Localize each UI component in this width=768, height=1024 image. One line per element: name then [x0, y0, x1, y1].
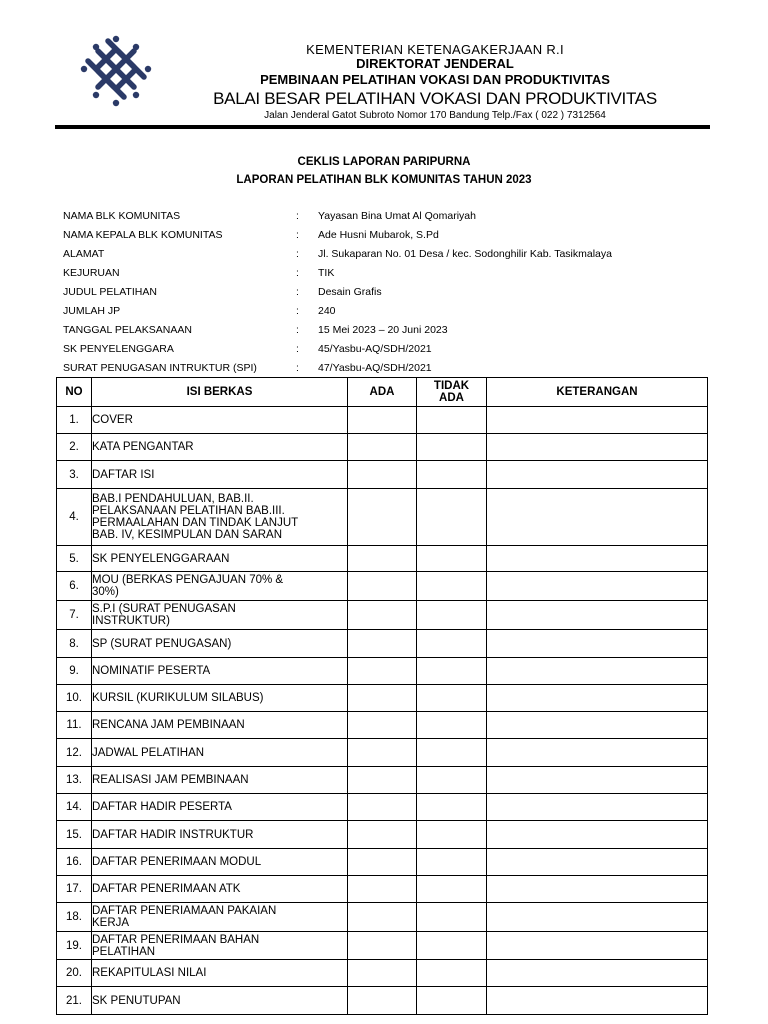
- row-document-line: DAFTAR ISI: [92, 468, 155, 481]
- tidak-ada-cell[interactable]: [417, 546, 487, 572]
- ada-cell[interactable]: [348, 601, 417, 630]
- keterangan-cell[interactable]: [487, 821, 708, 849]
- row-document: [92, 546, 348, 572]
- row-document: [92, 601, 348, 630]
- row-document-line: REKAPITULASI NILAI: [92, 967, 207, 979]
- row-document-line: REALISASI JAM PEMBINAAN: [92, 774, 249, 786]
- logo-dot: [81, 66, 87, 72]
- info-value: 45/Yasbu-AQ/SDH/2021: [318, 342, 432, 355]
- header-tidak-ada: [417, 378, 487, 407]
- info-colon: :: [296, 342, 299, 355]
- keterangan-cell[interactable]: [487, 712, 708, 739]
- row-number: 6.: [57, 572, 92, 601]
- info-colon: :: [296, 209, 299, 222]
- row-document: [92, 489, 348, 546]
- table-row: [57, 794, 708, 821]
- keterangan-cell[interactable]: [487, 932, 708, 960]
- row-number: 13.: [57, 767, 92, 794]
- row-document-line: INSTRUKTUR): [92, 615, 170, 627]
- info-value: Jl. Sukaparan No. 01 Desa / kec. Sodonghilir Kab. Tasikmalaya: [318, 247, 612, 260]
- keterangan-cell[interactable]: [487, 601, 708, 630]
- tidak-ada-cell[interactable]: [417, 903, 487, 932]
- keterangan-cell[interactable]: [487, 546, 708, 572]
- info-row: [63, 358, 723, 377]
- ada-cell[interactable]: [348, 461, 417, 489]
- keterangan-cell[interactable]: [487, 407, 708, 434]
- keterangan-cell[interactable]: [487, 658, 708, 685]
- row-document: [92, 572, 348, 601]
- tidak-ada-cell[interactable]: [417, 572, 487, 601]
- info-row: [63, 301, 723, 320]
- header-tidak-ada-line2: ADA: [439, 392, 464, 404]
- row-document-line: SP (SURAT PENUGASAN): [92, 637, 232, 650]
- tidak-ada-cell[interactable]: [417, 434, 487, 461]
- keterangan-cell[interactable]: [487, 960, 708, 987]
- info-colon: :: [296, 323, 299, 336]
- keterangan-cell[interactable]: [487, 572, 708, 601]
- row-document-line: NOMINATIF PESERTA: [92, 665, 211, 677]
- row-document-line: PERMAALAHAN DAN TINDAK LANJUT: [92, 517, 299, 529]
- row-document: [92, 794, 348, 821]
- row-number: 5.: [57, 546, 92, 572]
- info-row: [63, 339, 723, 358]
- ada-cell[interactable]: [348, 685, 417, 712]
- row-document: [92, 630, 348, 658]
- info-row: [63, 263, 723, 282]
- row-number: 3.: [57, 461, 92, 489]
- row-number: 16.: [57, 849, 92, 876]
- info-colon: :: [296, 228, 299, 241]
- table-row: [57, 739, 708, 767]
- document-title: CEKLIS LAPORAN PARIPURNA: [297, 156, 471, 168]
- row-document-line: PELAKSANAAN PELATIHAN BAB.III.: [92, 505, 285, 517]
- row-number: 17.: [57, 876, 92, 903]
- ada-cell[interactable]: [348, 932, 417, 960]
- row-document-line: KATA PENGANTAR: [92, 441, 194, 453]
- logo-dot: [113, 100, 119, 106]
- row-number: 11.: [57, 712, 92, 739]
- table-row: [57, 849, 708, 876]
- row-number: 9.: [57, 658, 92, 685]
- header-no: NO: [57, 378, 92, 407]
- table-row: [57, 932, 708, 960]
- ada-cell[interactable]: [348, 407, 417, 434]
- table-row: [57, 903, 708, 932]
- logo-dot: [93, 44, 99, 50]
- tidak-ada-cell[interactable]: [417, 685, 487, 712]
- logo-dot: [133, 44, 139, 50]
- row-document-line: S.P.I (SURAT PENUGASAN: [92, 603, 236, 615]
- info-colon: :: [296, 266, 299, 279]
- info-value: Ade Husni Mubarok, S.Pd: [318, 228, 439, 241]
- row-document: [92, 407, 348, 434]
- table-row: [57, 461, 708, 489]
- row-number: 8.: [57, 630, 92, 658]
- row-number: 2.: [57, 434, 92, 461]
- tidak-ada-cell[interactable]: [417, 960, 487, 987]
- logo-dot: [133, 92, 139, 98]
- row-number: 1.: [57, 407, 92, 434]
- logo-dot: [113, 36, 119, 42]
- table-row: [57, 767, 708, 794]
- info-label: NAMA KEPALA BLK KOMUNITAS: [63, 228, 223, 241]
- row-document-line: SK PENYELENGGARAAN: [92, 552, 230, 565]
- keterangan-cell[interactable]: [487, 849, 708, 876]
- row-number: 4.: [57, 489, 92, 546]
- ada-cell[interactable]: [348, 960, 417, 987]
- ada-cell[interactable]: [348, 630, 417, 658]
- institution-address: Jalan Jenderal Gatot Subroto Nomor 170 Bandung Telp./Fax ( 022 ) 7312564: [264, 110, 606, 121]
- row-number: 14.: [57, 794, 92, 821]
- info-value: 47/Yasbu-AQ/SDH/2021: [318, 361, 432, 374]
- info-row: [63, 320, 723, 339]
- info-value: Desain Grafis: [318, 285, 382, 298]
- table-row: [57, 960, 708, 987]
- tidak-ada-cell[interactable]: [417, 876, 487, 903]
- ada-cell[interactable]: [348, 767, 417, 794]
- tidak-ada-cell[interactable]: [417, 658, 487, 685]
- info-row: [63, 244, 723, 263]
- row-document-line: BAB.I PENDAHULUAN, BAB.II.: [92, 493, 254, 505]
- ada-cell[interactable]: [348, 712, 417, 739]
- ada-cell[interactable]: [348, 821, 417, 849]
- info-colon: :: [296, 361, 299, 374]
- tidak-ada-cell[interactable]: [417, 794, 487, 821]
- row-document: [92, 932, 348, 960]
- row-document-line: MOU (BERKAS PENGAJUAN 70% &: [92, 574, 284, 586]
- row-number: 15.: [57, 821, 92, 849]
- tidak-ada-cell[interactable]: [417, 987, 487, 1015]
- tidak-ada-cell[interactable]: [417, 601, 487, 630]
- row-document: [92, 658, 348, 685]
- ada-cell[interactable]: [348, 434, 417, 461]
- ada-cell[interactable]: [348, 794, 417, 821]
- info-value: 240: [318, 304, 336, 317]
- keterangan-cell[interactable]: [487, 685, 708, 712]
- table-row: [57, 546, 708, 572]
- row-document-line: DAFTAR PENERIMAAN MODUL: [92, 856, 262, 868]
- row-document-line: JADWAL PELATIHAN: [92, 746, 205, 759]
- ada-cell[interactable]: [348, 849, 417, 876]
- directorate-name: DIREKTORAT JENDERAL: [356, 56, 514, 71]
- tidak-ada-cell[interactable]: [417, 630, 487, 658]
- row-document: [92, 461, 348, 489]
- keterangan-cell[interactable]: [487, 794, 708, 821]
- table-row: [57, 685, 708, 712]
- row-document-line: DAFTAR HADIR INSTRUKTUR: [92, 828, 254, 841]
- row-document-line: COVER: [92, 414, 133, 426]
- keterangan-cell[interactable]: [487, 434, 708, 461]
- table-row: [57, 712, 708, 739]
- logo-dot: [145, 66, 151, 72]
- info-label: KEJURUAN: [63, 266, 120, 279]
- tidak-ada-cell[interactable]: [417, 932, 487, 960]
- ada-cell[interactable]: [348, 876, 417, 903]
- row-document-line: PELATIHAN: [92, 945, 156, 958]
- info-row: [63, 206, 723, 225]
- row-document: [92, 712, 348, 739]
- row-number: 20.: [57, 960, 92, 987]
- row-number: 12.: [57, 739, 92, 767]
- row-number: 21.: [57, 987, 92, 1015]
- info-colon: :: [296, 285, 299, 298]
- keterangan-cell[interactable]: [487, 987, 708, 1015]
- keterangan-cell[interactable]: [487, 739, 708, 767]
- row-document-line: KERJA: [92, 917, 130, 929]
- tidak-ada-cell[interactable]: [417, 712, 487, 739]
- row-document: [92, 739, 348, 767]
- checklist-body: [57, 407, 708, 1015]
- ada-cell[interactable]: [348, 489, 417, 546]
- letterhead-divider: [55, 125, 710, 129]
- info-label: JUDUL PELATIHAN: [63, 285, 157, 298]
- table-row: [57, 987, 708, 1015]
- row-document: [92, 903, 348, 932]
- tidak-ada-cell[interactable]: [417, 739, 487, 767]
- row-number: 10.: [57, 685, 92, 712]
- info-value: TIK: [318, 266, 335, 279]
- header-ada: ADA: [348, 378, 417, 407]
- ada-cell[interactable]: [348, 572, 417, 601]
- info-row: [63, 282, 723, 301]
- institution-name: BALAI BESAR PELATIHAN VOKASI DAN PRODUKTIVITAS: [213, 89, 657, 108]
- info-value: Yayasan Bina Umat Al Qomariyah: [318, 209, 476, 222]
- document-subtitle: LAPORAN PELATIHAN BLK KOMUNITAS TAHUN 2023: [236, 174, 532, 186]
- ada-cell[interactable]: [348, 987, 417, 1015]
- table-row: [57, 601, 708, 630]
- info-label: SK PENYELENGGARA: [63, 342, 174, 355]
- row-document-line: KURSIL (KURIKULUM SILABUS): [92, 692, 264, 704]
- row-document: [92, 767, 348, 794]
- info-colon: :: [296, 247, 299, 260]
- directorate-subtitle: PEMBINAAN PELATIHAN VOKASI DAN PRODUKTIVITAS: [260, 72, 610, 87]
- ministry-name: KEMENTERIAN KETENAGAKERJAAN R.I: [306, 42, 564, 57]
- keterangan-cell[interactable]: [487, 630, 708, 658]
- row-document-line: DAFTAR HADIR PESERTA: [92, 801, 232, 813]
- tidak-ada-cell[interactable]: [417, 407, 487, 434]
- table-row: [57, 407, 708, 434]
- row-document-line: DAFTAR PENERIMAAN BAHAN: [92, 933, 260, 946]
- table-row: [57, 434, 708, 461]
- row-document: [92, 821, 348, 849]
- logo-dot: [93, 92, 99, 98]
- row-document: [92, 987, 348, 1015]
- table-header-row: [57, 378, 708, 407]
- header-keterangan: KETERANGAN: [487, 378, 708, 407]
- ministry-logo: [76, 33, 156, 109]
- table-row: [57, 658, 708, 685]
- row-document: [92, 434, 348, 461]
- row-number: 19.: [57, 932, 92, 960]
- tidak-ada-cell[interactable]: [417, 767, 487, 794]
- info-label: SURAT PENUGASAN INTRUKTUR (SPI): [63, 361, 257, 374]
- ada-cell[interactable]: [348, 546, 417, 572]
- tidak-ada-cell[interactable]: [417, 461, 487, 489]
- row-number: 7.: [57, 601, 92, 630]
- tidak-ada-cell[interactable]: [417, 849, 487, 876]
- row-document: [92, 876, 348, 903]
- header-isi-berkas: ISI BERKAS: [92, 378, 348, 407]
- row-document-line: DAFTAR PENERIMAAN ATK: [92, 883, 241, 895]
- row-document: [92, 685, 348, 712]
- keterangan-cell[interactable]: [487, 876, 708, 903]
- table-row: [57, 630, 708, 658]
- info-label: TANGGAL PELAKSANAAN: [63, 323, 192, 336]
- row-document-line: DAFTAR PENERIAMAAN PAKAIAN: [92, 905, 277, 917]
- row-document-line: RENCANA JAM PEMBINAAN: [92, 719, 245, 731]
- keterangan-cell[interactable]: [487, 767, 708, 794]
- ada-cell[interactable]: [348, 658, 417, 685]
- row-document-line: SK PENUTUPAN: [92, 994, 181, 1007]
- row-document-line: 30%): [92, 586, 119, 598]
- info-label: NAMA BLK KOMUNITAS: [63, 209, 181, 222]
- tidak-ada-cell[interactable]: [417, 489, 487, 546]
- keterangan-cell[interactable]: [487, 489, 708, 546]
- ada-cell[interactable]: [348, 739, 417, 767]
- info-colon: :: [296, 304, 299, 317]
- row-document-line: BAB. IV, KESIMPULAN DAN SARAN: [92, 529, 283, 541]
- row-document: [92, 960, 348, 987]
- checklist-table: [56, 377, 708, 1015]
- keterangan-cell[interactable]: [487, 903, 708, 932]
- info-row: [63, 225, 723, 244]
- header-tidak-ada-line1: TIDAK: [433, 380, 470, 392]
- tidak-ada-cell[interactable]: [417, 821, 487, 849]
- table-row: [57, 489, 708, 546]
- info-block: [63, 206, 723, 377]
- info-value: 15 Mei 2023 – 20 Juni 2023: [318, 323, 448, 336]
- table-row: [57, 572, 708, 601]
- info-label: JUMLAH JP: [63, 304, 121, 317]
- row-document: [92, 849, 348, 876]
- ada-cell[interactable]: [348, 903, 417, 932]
- table-row: [57, 821, 708, 849]
- info-label: ALAMAT: [63, 247, 105, 260]
- table-row: [57, 876, 708, 903]
- keterangan-cell[interactable]: [487, 461, 708, 489]
- row-number: 18.: [57, 903, 92, 932]
